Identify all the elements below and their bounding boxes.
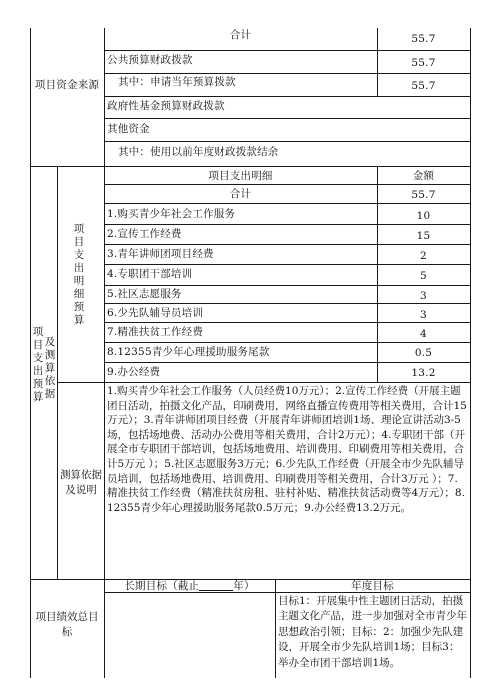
expense-row-item: 2.宣传工作经费 — [107, 228, 182, 240]
funding-current-year-amount: 55.7 — [411, 80, 436, 92]
expense-detail-label: 项目支出明细预算 — [73, 223, 85, 326]
expense-row-amount: 2 — [420, 250, 427, 262]
section-divider — [30, 166, 470, 167]
expense-header-item: 项目支出明细 — [208, 170, 273, 182]
funding-row-line — [104, 141, 470, 142]
expense-row-amount: 3 — [420, 309, 427, 321]
detail-basis-divider — [57, 382, 470, 383]
expense-row-amount: 15 — [416, 230, 431, 242]
expense-row-line — [104, 203, 470, 204]
expense-row-item: 3.青年讲师团项目经费 — [107, 248, 214, 260]
expense-row-line — [104, 285, 470, 286]
expense-label-divider — [104, 166, 105, 579]
expense-outer-label-a: 项目支出预算 — [32, 326, 44, 403]
expense-row-amount: 4 — [420, 328, 427, 340]
funding-total-amount: 55.7 — [411, 33, 436, 45]
funding-public-budget-amount: 55.7 — [411, 57, 436, 69]
long-term-prefix: 长期目标（截止 — [124, 580, 200, 592]
expense-row-line — [104, 224, 470, 225]
funding-total-label: 合计 — [229, 29, 252, 41]
expense-outer-divider — [57, 166, 58, 579]
expense-row-item: 8.12355青少年心理援助服务尾款 — [107, 346, 270, 358]
funding-government-fund-label: 政府性基金预算财政拨款 — [107, 100, 225, 112]
basis-label: 测算依据及说明 — [60, 469, 102, 496]
expense-row-amount: 3 — [420, 290, 427, 302]
table-border-right — [470, 28, 471, 678]
performance-divider — [104, 579, 105, 678]
expense-row-line — [104, 244, 470, 245]
expense-row-amount: 0.5 — [414, 347, 433, 359]
expense-row-amount: 10 — [416, 210, 431, 222]
expense-outer-label — [32, 326, 44, 404]
expense-row-line — [104, 362, 470, 363]
expense-row-item: 9.办公经费 — [107, 366, 161, 378]
expense-row-item: 1.购买青少年社会工作服务 — [107, 208, 236, 220]
expense-row-item: 4.专职团干部培训 — [107, 268, 193, 280]
funding-section-label: 项目资金来源 — [34, 79, 100, 91]
expense-header-amount: 金额 — [412, 170, 435, 182]
performance-mid-divider — [275, 579, 276, 678]
year-blank-underline — [199, 580, 233, 591]
long-term-goal-header — [104, 580, 275, 593]
funding-public-budget-label: 公共预算财政拨款 — [107, 54, 193, 66]
expense-row-item: 合计 — [229, 188, 252, 200]
funding-row-line — [104, 50, 470, 51]
expense-row-amount: 5 — [420, 270, 427, 282]
annual-goal-header: 年度目标 — [351, 580, 394, 592]
annual-goal-text: 目标1：开展集中性主题团日活动，拍摄主题文化产品，进一步加强对全市青少年思想政治引领；目标：2：加强少先队建设，开展全市少先队培训1场；目标3：举办全市团干部培训1场。 — [278, 595, 467, 669]
funding-prior-surplus-label: 其中：使用以前年度财政拨款结余 — [118, 146, 279, 158]
expense-row-line — [104, 342, 470, 343]
table-border-left — [30, 28, 31, 678]
expense-row-item: 5.社区志愿服务 — [107, 288, 182, 300]
expense-row-amount: 55.7 — [411, 189, 436, 201]
funding-row-line — [104, 118, 470, 119]
funding-current-year-label: 其中：申请当年预算拨款 — [118, 76, 236, 88]
expense-row-line — [104, 184, 470, 185]
basis-text: 1.购买青少年社会工作服务（人员经费10万元）；2.宣传工作经费（开展主题团日活动，拍摄文化产品，印刷费用，网络直播宣传费用等相关费用，合计15万元）；3.青年讲师团项目经费（开展青年讲师团培训1场、理论宣讲活动3-5场，包括场地费、活动办公费用等相关费用，合计2万元）；4.专职团干部（开展全市专职团干部培训，包括场地费用、培训费用、印刷费用等相关费用，合计5万元 ）；5.社区志愿服务3万元；6.少先队工作经费（开展全市少先队辅导员培训，包括场地费用、培训费用、印刷费用等相关费用，合计3万元 ）；7.精准扶贫工作经费（精准扶贫房租、驻村补贴、精准扶贫活动费等4万元）；8.12355青少年心理援助服务尾款0.5万元；9.办公经费13.2万元。 — [107, 385, 467, 514]
funding-row-line — [104, 96, 470, 97]
performance-section-label: 项目绩效总目标 — [35, 611, 99, 638]
expense-row-item: 7.精准扶贫工作经费 — [107, 326, 204, 338]
expense-row-item: 6.少先队辅导员培训 — [107, 307, 204, 319]
funding-row-line — [104, 73, 470, 74]
long-term-suffix: 年） — [233, 580, 255, 592]
expense-row-amount: 13.2 — [411, 367, 436, 379]
funding-other-label: 其他资金 — [107, 123, 150, 135]
funding-divider — [104, 28, 105, 166]
expense-row-line — [104, 264, 470, 265]
expense-row-line — [104, 322, 470, 323]
expense-row-line — [104, 303, 470, 304]
expense-outer-label-b: 及测算依据 — [44, 336, 56, 400]
